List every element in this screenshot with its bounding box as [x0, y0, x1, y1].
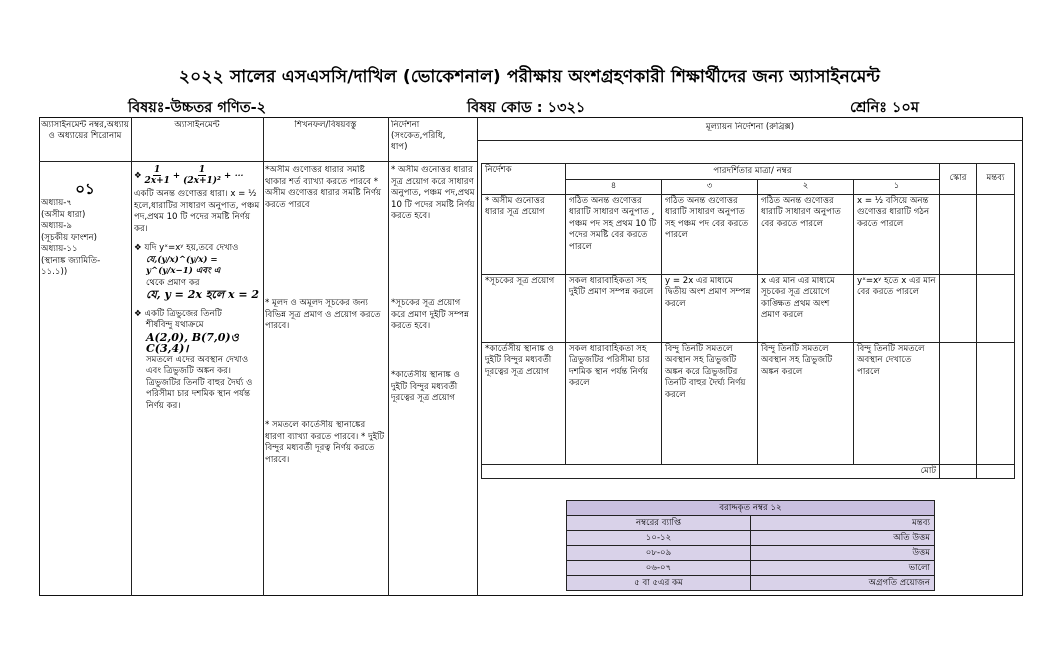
marks-range: ০৮-০৯	[567, 546, 751, 561]
rubric-cell: y = 2x এর মাধ্যমে দ্বিতীয় অংশ প্রমাণ সম্পন্ন করলে	[662, 274, 758, 342]
question-2	[134, 243, 261, 301]
rubric-cell: গঠিত অনন্ত গুণোত্তর ধারাটি সাধারণ অনুপাত , পঞ্চম পদ সহ প্রথম 10 টি পদের সমষ্টি বের করতে পারলে	[566, 194, 662, 274]
chapter-line: (সূচকীয় ফাংশন)	[41, 232, 97, 243]
subject-label: বিষয়ঃ-উচ্চতর গণিত-২	[128, 100, 267, 116]
remark-header: মন্তব্য	[977, 164, 1015, 195]
chapter-line: অধ্যায়-৯	[41, 221, 72, 231]
chapter-line: (অসীম ধারা)	[41, 209, 86, 220]
rubric-cell: বিন্দু তিনটি সমতলে অবস্থান সহ ত্রিভুজটি অঙ্কন করলে	[758, 342, 854, 464]
marks-row	[567, 576, 935, 591]
subject-code: বিষয় কোড : ১৩২১	[467, 100, 586, 116]
rubric-criterion: * অসীম গুনোত্তর ধারার সূত্র প্রয়োগ	[482, 194, 566, 274]
rubric-cell: x এর মান এর মাধ্যমে সূচকের সূত্র প্রয়োগে কাঙ্ক্ষিত প্রথম অংশ প্রমাণ করলে	[758, 274, 854, 342]
question-1: একটি অনন্ত গুণোত্তর ধারা। x = ½ হলে,ধারাটির সাধারণ অনুপাত, পঞ্চম পদ,প্রথম 10 টি পদের সমষ্টি নির্ণয় কর।	[134, 189, 260, 234]
divider	[388, 117, 389, 596]
marks-remark: ভালো	[751, 561, 935, 576]
rubric-cell: বিন্দু তিনটি সমতলে অবস্থান সহ ত্রিভুজটি অঙ্কন করে ত্রিভুজটির তিনটি বাহুর দৈর্ঘ্য নির্ণয় করলে	[662, 342, 758, 464]
question-3-text: শীর্ষবিন্দু যথাক্রমে	[146, 320, 204, 330]
header-rubric: মূল্যায়ন নির্দেশনা (রুব্রিক্স)	[705, 122, 795, 132]
rubric-cell: yˣ=xʸ হতে x এর মান বের করতে পারলে	[854, 274, 940, 342]
score-cell	[940, 342, 977, 464]
score-header: স্কোর	[940, 164, 977, 195]
chapter-line: (স্থানাঙ্ক জ্যামিতি-	[41, 255, 101, 266]
question-3-text: সমতলে এদের অবস্থান দেখাও এবং ত্রিভুজটি অঙ্কন কর। ত্রিভুজটির তিনটি বাহুর দৈর্ঘ্য ও পরিসীমা চার দশমিক স্থান পর্যন্ত নির্ণয় কর।	[146, 354, 253, 411]
assignment-number-block	[41, 180, 129, 279]
rubric-criterion: *সূচকের সূত্র প্রয়োগ	[482, 274, 566, 342]
level-4: ৪	[566, 180, 662, 195]
chapter-line: ১১.১))	[41, 267, 68, 277]
series-expression	[134, 165, 261, 187]
marks-range: ১০-১২	[567, 531, 751, 546]
rubric-cell: গঠিত অনন্ত গুণোত্তর ধারাটি সাধারণ অনুপাত বের করতে পারলে	[758, 194, 854, 274]
remark-cell	[977, 194, 1015, 274]
total-score-cell	[940, 464, 977, 479]
rubric-cell: সকল ধারাবাহিকতা সহ দুইটি প্রমাণ সম্পন্ন করলে	[566, 274, 662, 342]
bullet-icon: ❖	[134, 243, 142, 253]
question-2-line	[134, 243, 261, 255]
instruction-block-2: *সূচকের সূত্র প্রয়োগ করে প্রমাণ দুইটি সম্পন্ন করতে হবে।	[391, 298, 469, 331]
total-label: মোট	[482, 464, 940, 479]
outcome-block-3: * সমতলে কার্তেসীয় স্থানাঙ্কের ধারণা ব্যাখ্যা করতে পারবে। * দুইটি বিন্দুর মধ্যবর্তী দূরত্ব নির্ণয় করতে পারবে।	[265, 420, 385, 465]
rubric-row	[482, 274, 1015, 342]
chapter-line: অধ্যায়-১১	[41, 244, 78, 254]
question-3-line	[134, 309, 261, 321]
level-header: পারদর্শিতার মাত্রা/ নম্বর	[566, 164, 940, 180]
marks-remark: অতি উত্তম	[751, 531, 935, 546]
header-assignment-no: অ্যাসাইনমেন্ট নম্বর,অধ্যায় ও অধ্যায়ের শিরোনাম	[41, 120, 129, 141]
rubric-total-row	[482, 464, 1015, 479]
outcome-block-2: * মূলদ ও অমূলদ সূচকের জন্য বিভিন্ন সূত্র প্রমাণ ও প্রয়োগ করতে পারবে।	[265, 298, 381, 331]
rubric-header-row	[482, 164, 1015, 180]
marks-title: বরাদ্দকৃত নম্বর ১২	[567, 501, 935, 516]
question-2-formula: যে, y = 2x হলে x = 2	[146, 288, 260, 301]
marks-title-row	[567, 501, 935, 516]
marks-table	[566, 500, 935, 591]
question-2-text: থেকে প্রমাণ কর	[146, 277, 200, 288]
marks-row	[567, 561, 935, 576]
marks-row	[567, 546, 935, 561]
divider	[263, 117, 264, 596]
question-3	[134, 309, 261, 413]
rubric-cell: বিন্দু তিনটি সমতলে অবস্থান দেখাতে পারলে	[854, 342, 940, 464]
criterion-header: নির্দেশক	[482, 164, 566, 195]
header-outcome: শিখনফল/বিষয়বস্তু	[294, 120, 357, 130]
chapter-line: অধ্যায়-৭	[41, 198, 72, 208]
marks-header-row	[567, 516, 935, 531]
level-3: ৩	[662, 180, 758, 195]
header-instruction: নির্দেশনা (সংকেত,পরিধি, ধাপ)	[391, 120, 446, 152]
series-formula: $\frac{1}{2x+1}$ + $\frac{1}{\text{(2x+1)²}}$ + ⋯	[144, 165, 243, 186]
divider	[477, 140, 1023, 141]
rubric-criterion: *কার্তেসীয় স্থানাঙ্ক ও দুইটি বিন্দুর মধ্যবর্তী দূরত্বের সূত্র প্রয়োগ	[482, 342, 566, 464]
question-3-points: A(2,0), B(7,0)ও	[146, 330, 239, 344]
question-3-text: একটি ত্রিভুজের তিনটি	[144, 308, 222, 319]
level-2: ২	[758, 180, 854, 195]
rubric-cell: সকল ধারাবাহিকতা সহ ত্রিভুজটির পরিসীমা চার দশমিক স্থান পর্যন্ত নির্ণয় করলে	[566, 342, 662, 464]
score-cell	[940, 194, 977, 274]
remark-cell	[977, 342, 1015, 464]
marks-range: ০৬-০৭	[567, 561, 751, 576]
rubric-table	[481, 163, 1015, 479]
bullet-icon: ❖	[134, 308, 142, 319]
header-assignment: অ্যাসাইনমেন্ট	[174, 120, 220, 130]
assignment-questions	[134, 165, 261, 412]
marks-range: ৫ বা ৫এর কম	[567, 576, 751, 591]
total-remark-cell	[977, 464, 1015, 479]
rubric-row	[482, 194, 1015, 274]
rubric-cell: x = ½ বসিয়ে অনন্ত গুণোত্তর ধারাটি গঠন করতে পারলে	[854, 194, 940, 274]
level-1: ১	[854, 180, 940, 195]
question-3-points: C(3,4)।	[146, 342, 189, 355]
divider	[131, 117, 132, 596]
instruction-block-1: * অসীম গুনোত্তর ধারার সূত্র প্রয়োগ করে সাধারণ অনুপাত, পঞ্চম পদ,প্রথম 10 টি পদের সমষ্টি নির্ণয় করতে হবে।	[391, 165, 475, 221]
divider	[477, 117, 478, 596]
marks-remark: অগ্রগতি প্রয়োজন	[751, 576, 935, 591]
class-label: শ্রেনিঃ ১০ম	[850, 100, 919, 116]
marks-col-remark: মন্তব্য	[751, 516, 935, 531]
rubric-cell: গঠিত অনন্ত গুণোত্তর ধারাটি সাধারণ অনুপাত সহ পঞ্চম পদ বের করতে পারলে	[662, 194, 758, 274]
bullet-icon: ❖	[134, 171, 142, 181]
marks-col-range: নম্বরের ব্যাপ্তি	[567, 516, 751, 531]
question-2-text: যদি yˣ=xʸ হয়,তবে দেখাও	[144, 243, 239, 253]
outcome-block-1: *অসীম গুণোত্তর ধারার সমষ্টি থাকার শর্ত ব্যাখ্যা করতে পারবে * অসীম গুণোত্তর ধারার সমষ্টি নির্ণয় করতে পারবে	[265, 165, 382, 210]
assignment-number: ০১	[75, 180, 95, 198]
marks-remark: উত্তম	[751, 546, 935, 561]
marks-row	[567, 531, 935, 546]
rubric-row	[482, 342, 1015, 464]
score-cell	[940, 274, 977, 342]
question-2-formula: যে,(y/x)^(y/x) = y^(y/x−1) এবং এ	[146, 254, 221, 276]
instruction-block-3: *কার্তেসীয় স্থানাঙ্ক ও দুইটি বিন্দুর মধ্যবর্তী দূরত্বের সূত্র প্রয়োগ	[391, 370, 460, 403]
remark-cell	[977, 274, 1015, 342]
page-title: ২০২২ সালের এসএসসি/দাখিল (ভোকেশনাল) পরীক্ষায় অংশগ্রহণকারী শিক্ষার্থীদের জন্য অ্যাসাইনমেন্ট	[178, 67, 881, 87]
divider	[39, 161, 477, 162]
